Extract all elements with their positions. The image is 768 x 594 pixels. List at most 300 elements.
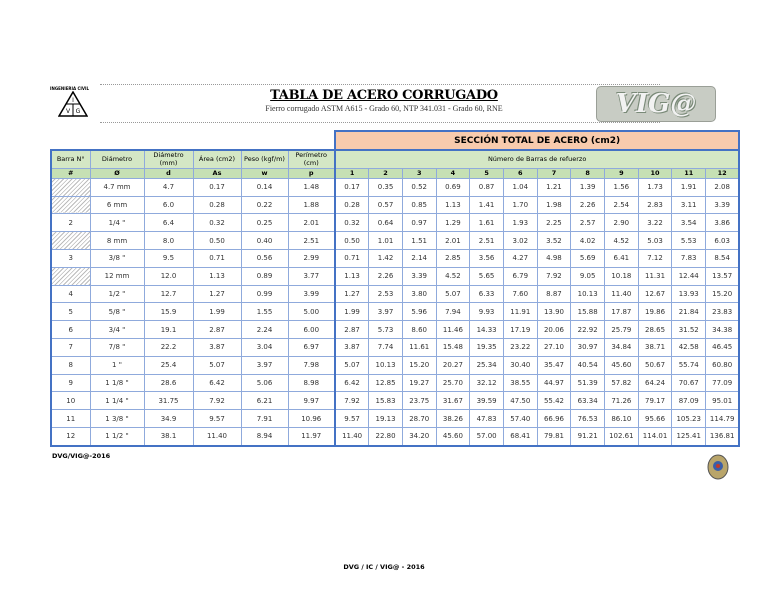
weight: 0.56 [241,249,288,267]
weight: 0.40 [241,232,288,250]
area: 11.40 [193,427,241,445]
divider-top [100,84,660,85]
university-crest-icon [707,454,729,480]
total-area-cell: 5.53 [672,232,706,250]
total-area-cell: 0.85 [402,196,436,214]
total-area-cell: 28.65 [638,321,672,339]
diameter-mm: 12.7 [144,285,193,303]
total-area-cell: 136.81 [706,427,740,445]
total-area-cell: 2.26 [369,267,403,285]
steel-table [50,130,740,447]
total-area-cell: 10.13 [571,285,605,303]
total-area-cell: 114.79 [706,410,740,428]
bar-count-header: 2 [369,168,403,178]
total-area-cell: 5.65 [470,267,504,285]
weight: 0.25 [241,214,288,232]
table-row [51,249,739,267]
total-area-cell: 22.92 [571,321,605,339]
total-area-cell: 1.73 [638,178,672,196]
total-area-cell: 38.26 [436,410,470,428]
total-area-cell: 3.56 [470,249,504,267]
diameter-mm: 28.6 [144,374,193,392]
area: 5.07 [193,356,241,374]
diameter-mm: 8.0 [144,232,193,250]
total-area-cell: 51.39 [571,374,605,392]
table-row [51,178,739,196]
perimeter: 9.97 [288,392,335,410]
perimeter: 10.96 [288,410,335,428]
total-area-cell: 5.96 [402,303,436,321]
bars-header: Número de Barras de refuerzo [335,150,739,168]
bar-number: 9 [51,374,90,392]
diameter-mm: 34.9 [144,410,193,428]
total-area-cell: 7.92 [335,392,369,410]
total-area-cell: 23.83 [706,303,740,321]
bar-number: 5 [51,303,90,321]
bar-number: 11 [51,410,90,428]
total-area-cell: 0.28 [335,196,369,214]
total-area-cell: 1.13 [335,267,369,285]
total-area-cell: 3.02 [503,232,537,250]
total-area-cell: 3.87 [335,338,369,356]
total-area-cell: 15.83 [369,392,403,410]
svg-text:V: V [65,108,71,115]
area: 0.32 [193,214,241,232]
total-area-cell: 71.26 [605,392,639,410]
weight: 3.97 [241,356,288,374]
total-area-cell: 1.42 [369,249,403,267]
total-area-cell: 1.51 [402,232,436,250]
total-area-cell: 11.40 [605,285,639,303]
bar-count-header: 8 [571,168,605,178]
diameter-mm: 4.7 [144,178,193,196]
total-area-cell: 3.11 [672,196,706,214]
total-area-cell: 17.87 [605,303,639,321]
total-area-cell: 35.47 [537,356,571,374]
bar-number [51,178,90,196]
bar-count-header: 3 [402,168,436,178]
diameter-mm: 6.4 [144,214,193,232]
vig-logo: VIG@ [596,86,716,122]
symbol-header: As [193,168,241,178]
weight: 0.99 [241,285,288,303]
footer-center: DVG / IC / VIG@ - 2016 [343,563,425,571]
symbol-header: p [288,168,335,178]
total-area-cell: 0.50 [335,232,369,250]
total-area-cell: 1.29 [436,214,470,232]
bar-diameter: 1 1/2 " [90,427,144,445]
total-area-cell: 1.93 [503,214,537,232]
perimeter: 8.98 [288,374,335,392]
area: 6.42 [193,374,241,392]
total-area-cell: 76.53 [571,410,605,428]
area: 0.17 [193,178,241,196]
total-area-cell: 45.60 [436,427,470,445]
total-area-cell: 25.70 [436,374,470,392]
perimeter: 6.00 [288,321,335,339]
total-area-cell: 57.00 [470,427,504,445]
total-area-cell: 105.23 [672,410,706,428]
svg-text:G: G [75,108,81,115]
total-area-cell: 9.57 [335,410,369,428]
total-area-cell: 31.67 [436,392,470,410]
total-area-cell: 125.41 [672,427,706,445]
total-area-cell: 31.52 [672,321,706,339]
bar-count-header: 12 [706,168,740,178]
total-area-cell: 7.74 [369,338,403,356]
diameter-mm: 12.0 [144,267,193,285]
total-area-cell: 57.40 [503,410,537,428]
total-area-cell: 9.05 [571,267,605,285]
column-header: Diámetro (mm) [144,150,193,168]
total-area-cell: 6.33 [470,285,504,303]
total-area-cell: 9.93 [470,303,504,321]
svg-text:I: I [72,97,74,104]
bar-count-header: 7 [537,168,571,178]
total-area-cell: 5.07 [436,285,470,303]
total-area-cell: 14.33 [470,321,504,339]
total-area-cell: 87.09 [672,392,706,410]
symbol-header: d [144,168,193,178]
bar-diameter: 12 mm [90,267,144,285]
bar-number: 2 [51,214,90,232]
symbol-header: w [241,168,288,178]
total-area-cell: 5.03 [638,232,672,250]
total-area-cell: 3.39 [706,196,740,214]
total-area-cell: 2.08 [706,178,740,196]
total-area-cell: 27.10 [537,338,571,356]
area: 7.92 [193,392,241,410]
total-area-cell: 19.13 [369,410,403,428]
total-area-cell: 1.21 [537,178,571,196]
total-area-cell: 60.80 [706,356,740,374]
total-area-cell: 11.91 [503,303,537,321]
total-area-cell: 6.03 [706,232,740,250]
total-area-cell: 28.70 [402,410,436,428]
total-area-cell: 2.25 [537,214,571,232]
total-area-cell: 2.87 [335,321,369,339]
total-area-cell: 7.12 [638,249,672,267]
total-area-cell: 15.48 [436,338,470,356]
bar-diameter: 1 1/4 " [90,392,144,410]
total-area-cell: 2.53 [369,285,403,303]
diameter-mm: 31.75 [144,392,193,410]
total-area-cell: 0.64 [369,214,403,232]
diameter-mm: 15.9 [144,303,193,321]
weight: 0.22 [241,196,288,214]
perimeter: 1.88 [288,196,335,214]
total-area-cell: 38.71 [638,338,672,356]
total-area-cell: 1.99 [335,303,369,321]
total-area-cell: 23.22 [503,338,537,356]
total-area-cell: 4.27 [503,249,537,267]
bar-diameter: 3/4 " [90,321,144,339]
column-header: Área (cm2) [193,150,241,168]
total-area-cell: 2.85 [436,249,470,267]
total-area-cell: 3.97 [369,303,403,321]
total-area-cell: 0.97 [402,214,436,232]
total-area-cell: 25.34 [470,356,504,374]
total-area-cell: 0.57 [369,196,403,214]
bar-diameter: 1 " [90,356,144,374]
symbol-header: Ø [90,168,144,178]
total-area-cell: 3.54 [672,214,706,232]
total-area-cell: 91.21 [571,427,605,445]
weight: 0.89 [241,267,288,285]
total-area-cell: 2.90 [605,214,639,232]
total-area-cell: 4.52 [436,267,470,285]
total-area-cell: 20.06 [537,321,571,339]
total-area-cell: 3.86 [706,214,740,232]
total-area-cell: 6.41 [605,249,639,267]
area: 2.87 [193,321,241,339]
diameter-mm: 22.2 [144,338,193,356]
bar-number: 6 [51,321,90,339]
bar-diameter: 1 3/8 " [90,410,144,428]
area: 9.57 [193,410,241,428]
column-header: Diámetro [90,150,144,168]
diameter-mm: 25.4 [144,356,193,374]
bar-number: 8 [51,356,90,374]
total-area-cell: 25.79 [605,321,639,339]
bar-diameter: 3/8 " [90,249,144,267]
total-area-cell: 114.01 [638,427,672,445]
total-area-cell: 20.27 [436,356,470,374]
total-area-cell: 19.35 [470,338,504,356]
total-area-cell: 2.57 [571,214,605,232]
perimeter: 3.77 [288,267,335,285]
total-area-cell: 1.56 [605,178,639,196]
perimeter: 6.97 [288,338,335,356]
total-area-cell: 46.45 [706,338,740,356]
bar-number: 7 [51,338,90,356]
table-row [51,196,739,214]
total-area-cell: 1.98 [537,196,571,214]
total-area-cell: 1.04 [503,178,537,196]
perimeter: 1.48 [288,178,335,196]
bar-diameter: 4.7 mm [90,178,144,196]
total-area-cell: 8.60 [402,321,436,339]
total-area-cell: 1.13 [436,196,470,214]
total-area-cell: 23.75 [402,392,436,410]
total-area-cell: 0.17 [335,178,369,196]
total-area-cell: 5.69 [571,249,605,267]
bar-count-header: 4 [436,168,470,178]
bar-diameter: 7/8 " [90,338,144,356]
total-area-cell: 12.67 [638,285,672,303]
table-row [51,410,739,428]
weight: 5.06 [241,374,288,392]
total-area-cell: 4.02 [571,232,605,250]
total-area-cell: 15.20 [706,285,740,303]
bar-count-header: 11 [672,168,706,178]
perimeter: 3.99 [288,285,335,303]
total-area-cell: 79.81 [537,427,571,445]
total-area-cell: 32.12 [470,374,504,392]
total-area-cell: 1.27 [335,285,369,303]
total-area-cell: 64.24 [638,374,672,392]
total-area-cell: 17.19 [503,321,537,339]
total-area-cell: 13.93 [672,285,706,303]
total-area-cell: 4.98 [537,249,571,267]
total-area-cell: 11.61 [402,338,436,356]
perimeter: 2.99 [288,249,335,267]
perimeter: 7.98 [288,356,335,374]
total-area-cell: 19.27 [402,374,436,392]
total-area-cell: 1.91 [672,178,706,196]
table-row [51,232,739,250]
bar-diameter: 8 mm [90,232,144,250]
area: 0.71 [193,249,241,267]
total-area-cell: 57.82 [605,374,639,392]
weight: 2.24 [241,321,288,339]
total-area-cell: 22.80 [369,427,403,445]
symbol-header: # [51,168,90,178]
table-row [51,392,739,410]
total-area-cell: 5.07 [335,356,369,374]
bar-number [51,232,90,250]
total-area-cell: 3.52 [537,232,571,250]
area: 0.28 [193,196,241,214]
total-area-cell: 12.44 [672,267,706,285]
total-area-cell: 1.61 [470,214,504,232]
total-area-cell: 47.83 [470,410,504,428]
bar-diameter: 5/8 " [90,303,144,321]
total-area-cell: 34.84 [605,338,639,356]
total-area-cell: 2.54 [605,196,639,214]
weight: 3.04 [241,338,288,356]
total-area-cell: 50.67 [638,356,672,374]
total-area-cell: 7.83 [672,249,706,267]
total-area-cell: 38.55 [503,374,537,392]
total-area-cell: 11.46 [436,321,470,339]
bar-count-header: 1 [335,168,369,178]
total-area-cell: 66.96 [537,410,571,428]
area: 3.87 [193,338,241,356]
total-area-cell: 15.88 [571,303,605,321]
total-area-cell: 6.42 [335,374,369,392]
total-area-cell: 3.39 [402,267,436,285]
table-row [51,356,739,374]
bar-diameter: 6 mm [90,196,144,214]
bar-count-header: 10 [638,168,672,178]
column-header: Perímetro (cm) [288,150,335,168]
total-area-cell: 2.14 [402,249,436,267]
perimeter: 2.51 [288,232,335,250]
total-area-cell: 95.01 [706,392,740,410]
section-title: SECCIÓN TOTAL DE ACERO (cm2) [335,131,739,150]
total-area-cell: 63.34 [571,392,605,410]
total-area-cell: 30.97 [571,338,605,356]
total-area-cell: 0.32 [335,214,369,232]
perimeter: 5.00 [288,303,335,321]
total-area-cell: 19.86 [638,303,672,321]
page-title: TABLA DE ACERO CORRUGADO [270,88,498,103]
perimeter: 2.01 [288,214,335,232]
total-area-cell: 55.74 [672,356,706,374]
bar-diameter: 1/4 " [90,214,144,232]
area: 1.27 [193,285,241,303]
total-area-cell: 40.54 [571,356,605,374]
bar-count-header: 9 [605,168,639,178]
weight: 6.21 [241,392,288,410]
diameter-mm: 6.0 [144,196,193,214]
total-area-cell: 10.13 [369,356,403,374]
weight: 0.14 [241,178,288,196]
table-row [51,285,739,303]
bar-number: 3 [51,249,90,267]
total-area-cell: 34.38 [706,321,740,339]
total-area-cell: 79.17 [638,392,672,410]
column-header: Peso (kgf/m) [241,150,288,168]
total-area-cell: 42.58 [672,338,706,356]
table-row [51,267,739,285]
diameter-mm: 38.1 [144,427,193,445]
total-area-cell: 13.57 [706,267,740,285]
total-area-cell: 0.35 [369,178,403,196]
total-area-cell: 6.79 [503,267,537,285]
weight: 8.94 [241,427,288,445]
total-area-cell: 3.22 [638,214,672,232]
total-area-cell: 11.31 [638,267,672,285]
total-area-cell: 4.52 [605,232,639,250]
area: 1.13 [193,267,241,285]
total-area-cell: 70.67 [672,374,706,392]
total-area-cell: 1.01 [369,232,403,250]
total-area-cell: 8.54 [706,249,740,267]
perimeter: 11.97 [288,427,335,445]
total-area-cell: 30.40 [503,356,537,374]
total-area-cell: 45.60 [605,356,639,374]
diameter-mm: 9.5 [144,249,193,267]
bar-count-header: 6 [503,168,537,178]
area: 0.50 [193,232,241,250]
page-subtitle: Fierro corrugado ASTM A615 - Grado 60, NTP 341.031 - Grado 60, RNE [265,104,503,113]
total-area-cell: 7.94 [436,303,470,321]
total-area-cell: 44.97 [537,374,571,392]
total-area-cell: 0.52 [402,178,436,196]
bar-diameter: 1/2 " [90,285,144,303]
logo-left-text: INGENIERIA CIVIL [50,86,90,91]
total-area-cell: 77.09 [706,374,740,392]
total-area-cell: 55.42 [537,392,571,410]
table-row [51,427,739,445]
total-area-cell: 1.70 [503,196,537,214]
total-area-cell: 102.61 [605,427,639,445]
bar-number: 4 [51,285,90,303]
total-area-cell: 39.59 [470,392,504,410]
area: 1.99 [193,303,241,321]
total-area-cell: 2.51 [470,232,504,250]
total-area-cell: 0.87 [470,178,504,196]
total-area-cell: 1.39 [571,178,605,196]
table-row [51,374,739,392]
total-area-cell: 34.20 [402,427,436,445]
total-area-cell: 68.41 [503,427,537,445]
total-area-cell: 12.85 [369,374,403,392]
total-area-cell: 95.66 [638,410,672,428]
weight: 1.55 [241,303,288,321]
total-area-cell: 21.84 [672,303,706,321]
total-area-cell: 2.26 [571,196,605,214]
table-row [51,303,739,321]
total-area-cell: 7.60 [503,285,537,303]
total-area-cell: 47.50 [503,392,537,410]
table-row [51,338,739,356]
total-area-cell: 7.92 [537,267,571,285]
total-area-cell: 2.83 [638,196,672,214]
total-area-cell: 8.87 [537,285,571,303]
